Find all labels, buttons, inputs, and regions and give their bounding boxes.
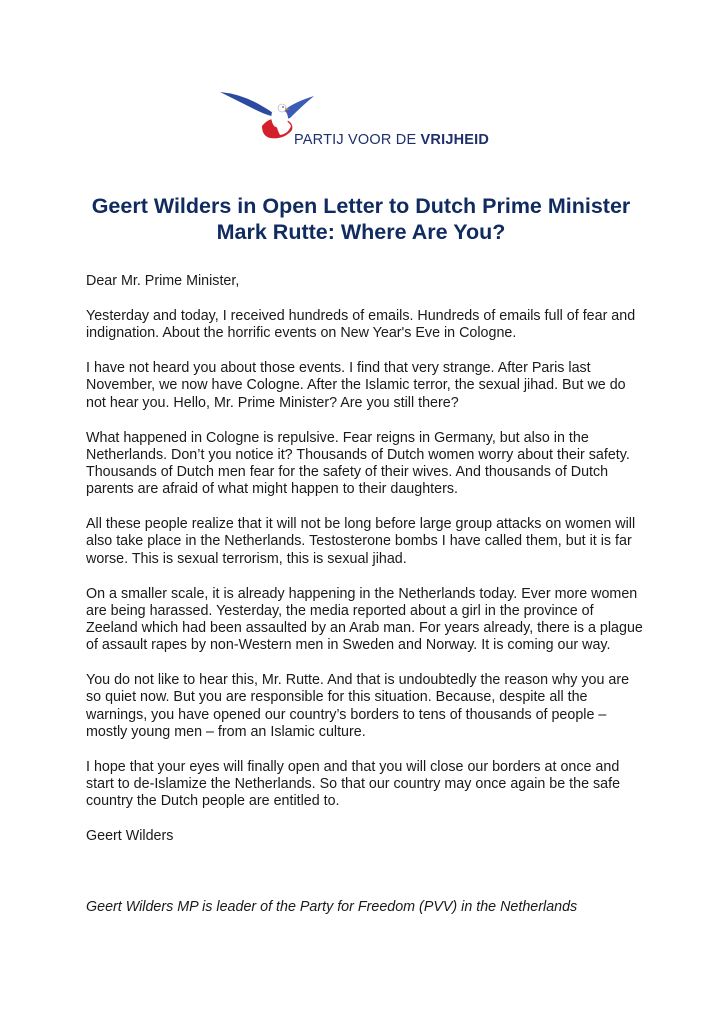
paragraph: I hope that your eyes will finally open and that you will close our borders at once and start to de-Islamize the Netherlands. So that our country may once again be the safe country the Dutch people are entitled to.	[86, 758, 621, 810]
salutation: Dear Mr. Prime Minister,	[86, 273, 240, 289]
paragraph: You do not like to hear this, Mr. Rutte. And that is undoubtedly the reason why you are so quiet now. But you are responsible for this situation. Because, despite all the warnings, you have opened our country’s borders to tens of thousands of people – mostly young men – from an Islamic culture.	[86, 672, 630, 740]
party-logo	[218, 86, 508, 158]
letter-title-line-2: Mark Rutte: Where Are You?	[216, 220, 506, 244]
letter-title-line-1: Geert Wilders in Open Letter to Dutch Prime Minister	[91, 194, 631, 218]
signature: Geert Wilders	[86, 828, 174, 845]
paragraph: All these people realize that it will not be long before large group attacks on women will also take place in the Netherlands. Testosterone bombs I have called them, but it is far worse. This is sexual terrorism, this is sexual jihad.	[86, 516, 636, 567]
party-name-bold: VRIJHEID	[420, 132, 490, 148]
paragraph: On a smaller scale, it is already happening in the Netherlands today. Ever more women are being harassed. Yesterday, the media reported about a girl in the province of Zeeland which had been assaulted by an Arab man. For years already, there is a plague of assault rapes by non-Western men in Sweden and Norway. It is coming our way.	[86, 585, 643, 654]
author-note: Geert Wilders MP is leader of the Party for Freedom (PVV) in the Netherlands	[86, 899, 578, 915]
paragraph: Yesterday and today, I received hundreds of emails. Hundreds of emails full of fear and indignation. About the horrific events on New Year's Eve in Cologne.	[86, 308, 636, 342]
letter-body	[86, 273, 646, 863]
party-name	[294, 132, 489, 148]
paragraph: What happened in Cologne is repulsive. Fear reigns in Germany, but also in the Netherlands. Don’t you notice it? Thousands of Dutch women worry about their safety. Thousands of Dutch men fear for the safety of their wives. And thousands of Dutch parents are afraid of what might happen to their daughters.	[86, 429, 630, 498]
letter-title	[40, 193, 682, 245]
party-name-light: PARTIJ VOOR DE	[294, 132, 421, 148]
paragraph: I have not heard you about those events. I find that very strange. After Paris last November, we now have Cologne. After the Islamic terror, the sexual jihad. But we do not hear you. Hello, Mr. Prime Minister? Are you still there?	[86, 360, 626, 411]
